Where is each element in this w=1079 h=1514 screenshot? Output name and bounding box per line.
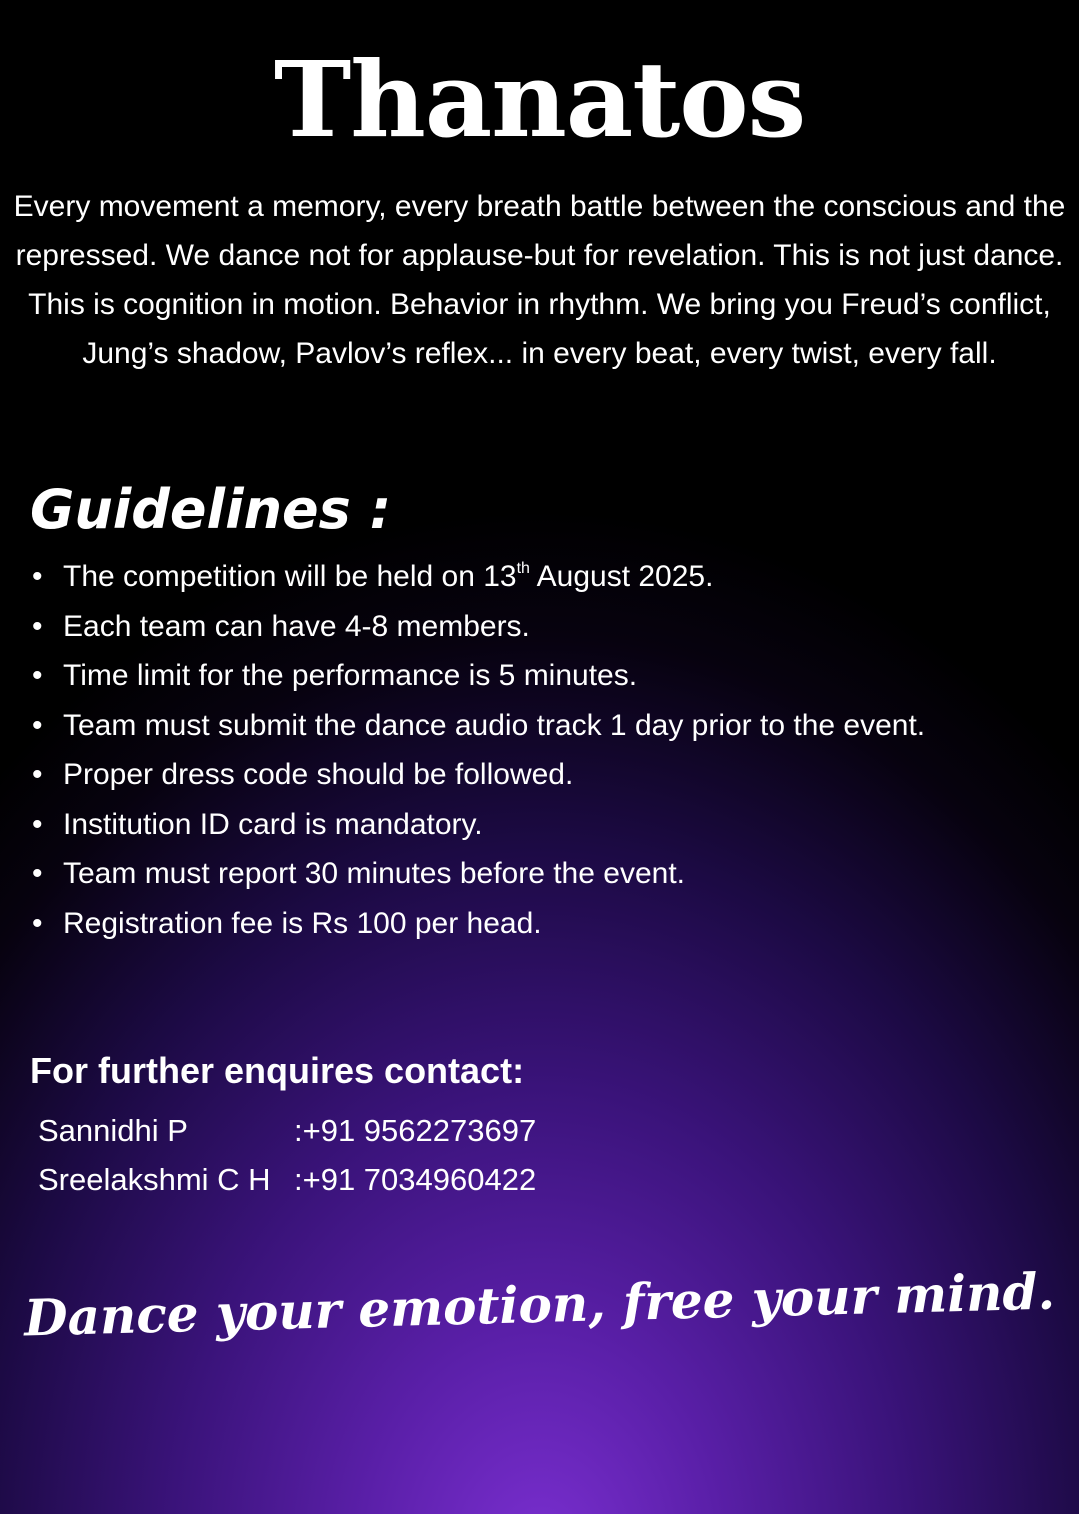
tagline: Dance your emotion, free your mind. [23,1261,1056,1348]
contact-row [38,1106,536,1155]
list-item [30,651,963,701]
rule-date-suffix: th [516,560,530,577]
list-item [30,701,963,751]
list-item [30,750,963,800]
bullet-icon: • [32,857,43,890]
list-item [30,552,963,602]
contact-name: Sreelakshmi C H [38,1162,271,1197]
list-item [30,602,963,652]
list-item [30,800,963,850]
rule-text: Registration fee is Rs 100 per head. [63,906,542,940]
bullet-icon: • [32,659,43,692]
intro-paragraph: Every movement a memory, every breath battle between the conscious and the repressed. We dance not for applause-but for revelation. This is not just dance. This is cognition in motion. Behavior in rhythm. We bring you Freud’s conflict, Jung’s shadow, Pavlov’s reflex... in every beat, every twist, every fall. [13,190,1066,370]
rule-text: Institution ID card is mandatory. [63,807,483,841]
bullet-icon: • [32,560,43,593]
contact-list [38,1106,536,1204]
guidelines-list [30,552,1030,948]
bullet-icon: • [32,758,43,791]
contact-row [38,1155,536,1204]
bullet-icon: • [32,807,43,841]
bullet-icon: • [32,708,43,742]
rule-text: Time limit for the performance is 5 minutes. [63,659,638,692]
guidelines-heading: Guidelines : [30,478,392,541]
contact-phone: :+91 7034960422 [294,1162,537,1197]
rule-date-text: The competition will be held on 13 [63,560,517,593]
rule-text: Proper dress code should be followed. [63,758,574,791]
bullet-icon: • [32,609,43,643]
rule-date-text-end: August 2025. [529,560,714,593]
rule-text: Team must submit the dance audio track 1 day prior to the event. [63,708,926,742]
list-item [30,849,963,899]
poster-title: Thanatos [273,38,806,161]
rule-text: Each team can have 4-8 members. [63,609,530,643]
rule-text: Team must report 30 minutes before the event. [63,857,685,890]
list-item [30,899,963,949]
bullet-icon: • [32,906,43,940]
contact-phone: :+91 9562273697 [294,1113,537,1148]
contact-heading: For further enquires contact: [30,1050,525,1091]
contact-name: Sannidhi P [38,1113,188,1148]
